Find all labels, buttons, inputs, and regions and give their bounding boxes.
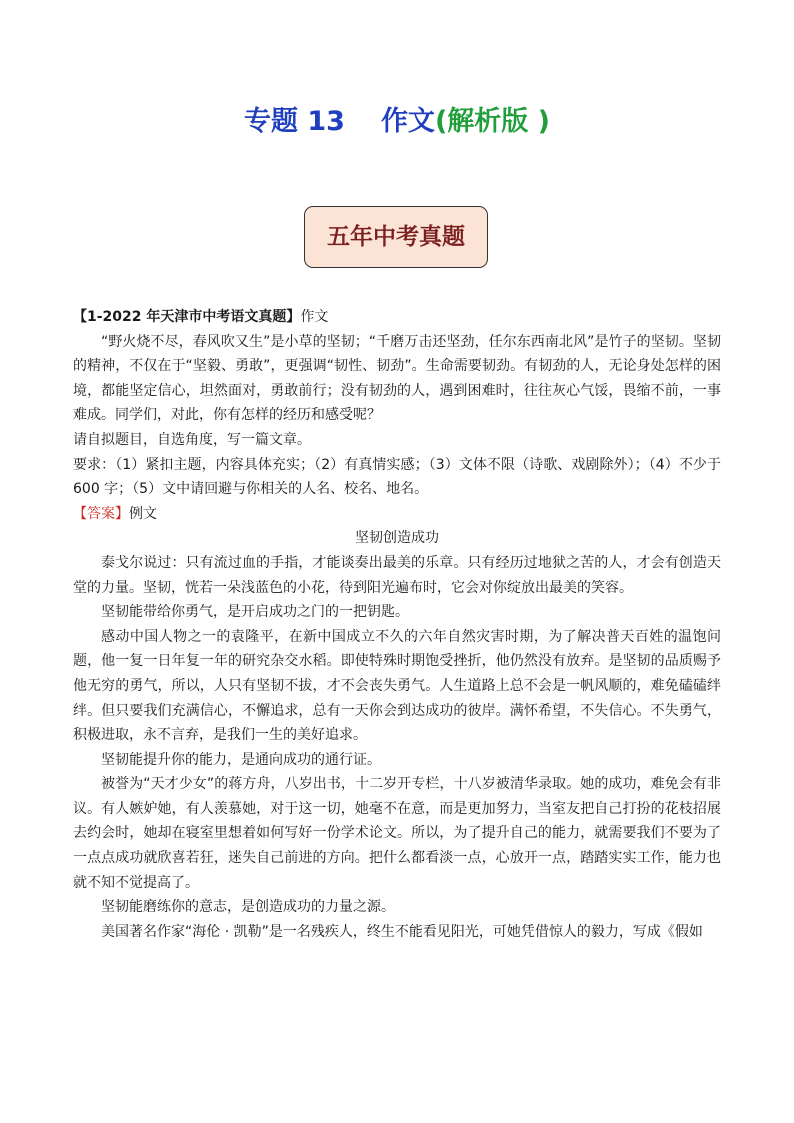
essay-paragraph: 泰戈尔说过：只有流过血的手指，才能谈奏出最美的乐章。只有经历过地狱之苦的人，才会有创造天堂的力量。坚韧，恍若一朵浅蓝色的小花，待到阳光遍布时，它会对你绽放出最美的笑容。 — [73, 554, 721, 596]
essay-paragraph: 被誉为“天才少女”的蒋方舟，八岁出书，十二岁开专栏，十八岁被清华录取。她的成功，难免会有非议。有人嫉妒她，有人羡慕她，对于这一切，她毫不在意，而是更加努力，当室友把自己打扮的花枝招展去约会时，她却在寝室里想着如何写好一份学术论文。所以，为了提升自己的能力，就需要我们不要为了一点点成功就欣喜若狂，迷失自己前进的方向。把什么都看淡一点，心放开一点，踏踏实实工作，能力也就不知不觉提高了。 — [73, 776, 721, 891]
document-body — [73, 305, 721, 944]
question-requirements: 要求：（1）紧扣主题，内容具体充实；（2）有真情实感；（3）文体不限（诗歌、戏剧除外）；（4）不少于 600 字；（5）文中请回避与你相关的人名、校名、地名。 — [73, 456, 721, 498]
essay-paragraph: 坚韧能提升你的能力，是通向成功的通行证。 — [101, 751, 381, 768]
essay-paragraph: 坚韧能磨练你的意志，是创造成功的力量之源。 — [101, 899, 395, 916]
answer-label: 例文 — [129, 505, 157, 522]
essay-title: 坚韧创造成功 — [355, 530, 439, 547]
section-label-box — [304, 206, 488, 268]
page-title — [0, 104, 794, 140]
question-header — [73, 305, 721, 330]
essay-paragraph: 感动中国人物之一的袁隆平，在新中国成立不久的六年自然灾害时期，为了解决普天百姓的温饱问题，他一复一日年复一年的研究杂交水稻。即使特殊时期饱受挫折，他仍然没有放弃。是坚韧的品质赐予他无穷的勇气，所以，人只有坚韧不拔，才不会丧失勇气。人生道路上总不会是一帆风顺的，难免磕磕绊绊。但只要我们充满信心，不懈追求，总有一天你会到达成功的彼岸。满怀希望，不失信心。不失勇气，积极进取，永不言弃，是我们一生的美好追求。 — [73, 628, 721, 744]
essay-paragraph: 美国著名作家“海伦 · 凯勒”是一名残疾人，终生不能看见阳光，可她凭借惊人的毅力，写成《假如 — [101, 923, 703, 940]
question-source: 【1-2022 年天津市中考语文真题】 — [73, 309, 301, 325]
title-topic: 作文 — [380, 106, 435, 137]
question-type: 作文 — [300, 309, 329, 325]
title-main: 专题 13 — [243, 106, 345, 137]
title-suffix: (解析版 ) — [434, 106, 551, 137]
answer-header — [73, 502, 721, 527]
question-prompt: “野火烧不尽，春风吹又生”是小草的坚韧；“千磨万击还坚劲，任尔东西南北风”是竹子的坚韧。坚韧的精神，不仅在于“坚毅、勇敢”，更强调“韧性、韧劲”。生命需要韧劲。有韧劲的人，无论身处怎样的困境，都能坚定信心，坦然面对，勇敢前行；没有韧劲的人，遇到困难时，往往灰心气馁，畏缩不前，一事难成。同学们，对此，你有怎样的经历和感受呢？ — [73, 333, 721, 424]
section-label: 五年中考真题 — [327, 223, 465, 250]
essay-paragraph: 坚韧能带给你勇气，是开启成功之门的一把钥匙。 — [101, 604, 409, 621]
question-instruction: 请自拟题目，自选角度，写一篇文章。 — [73, 431, 311, 448]
answer-tag: 【答案】 — [73, 505, 129, 522]
